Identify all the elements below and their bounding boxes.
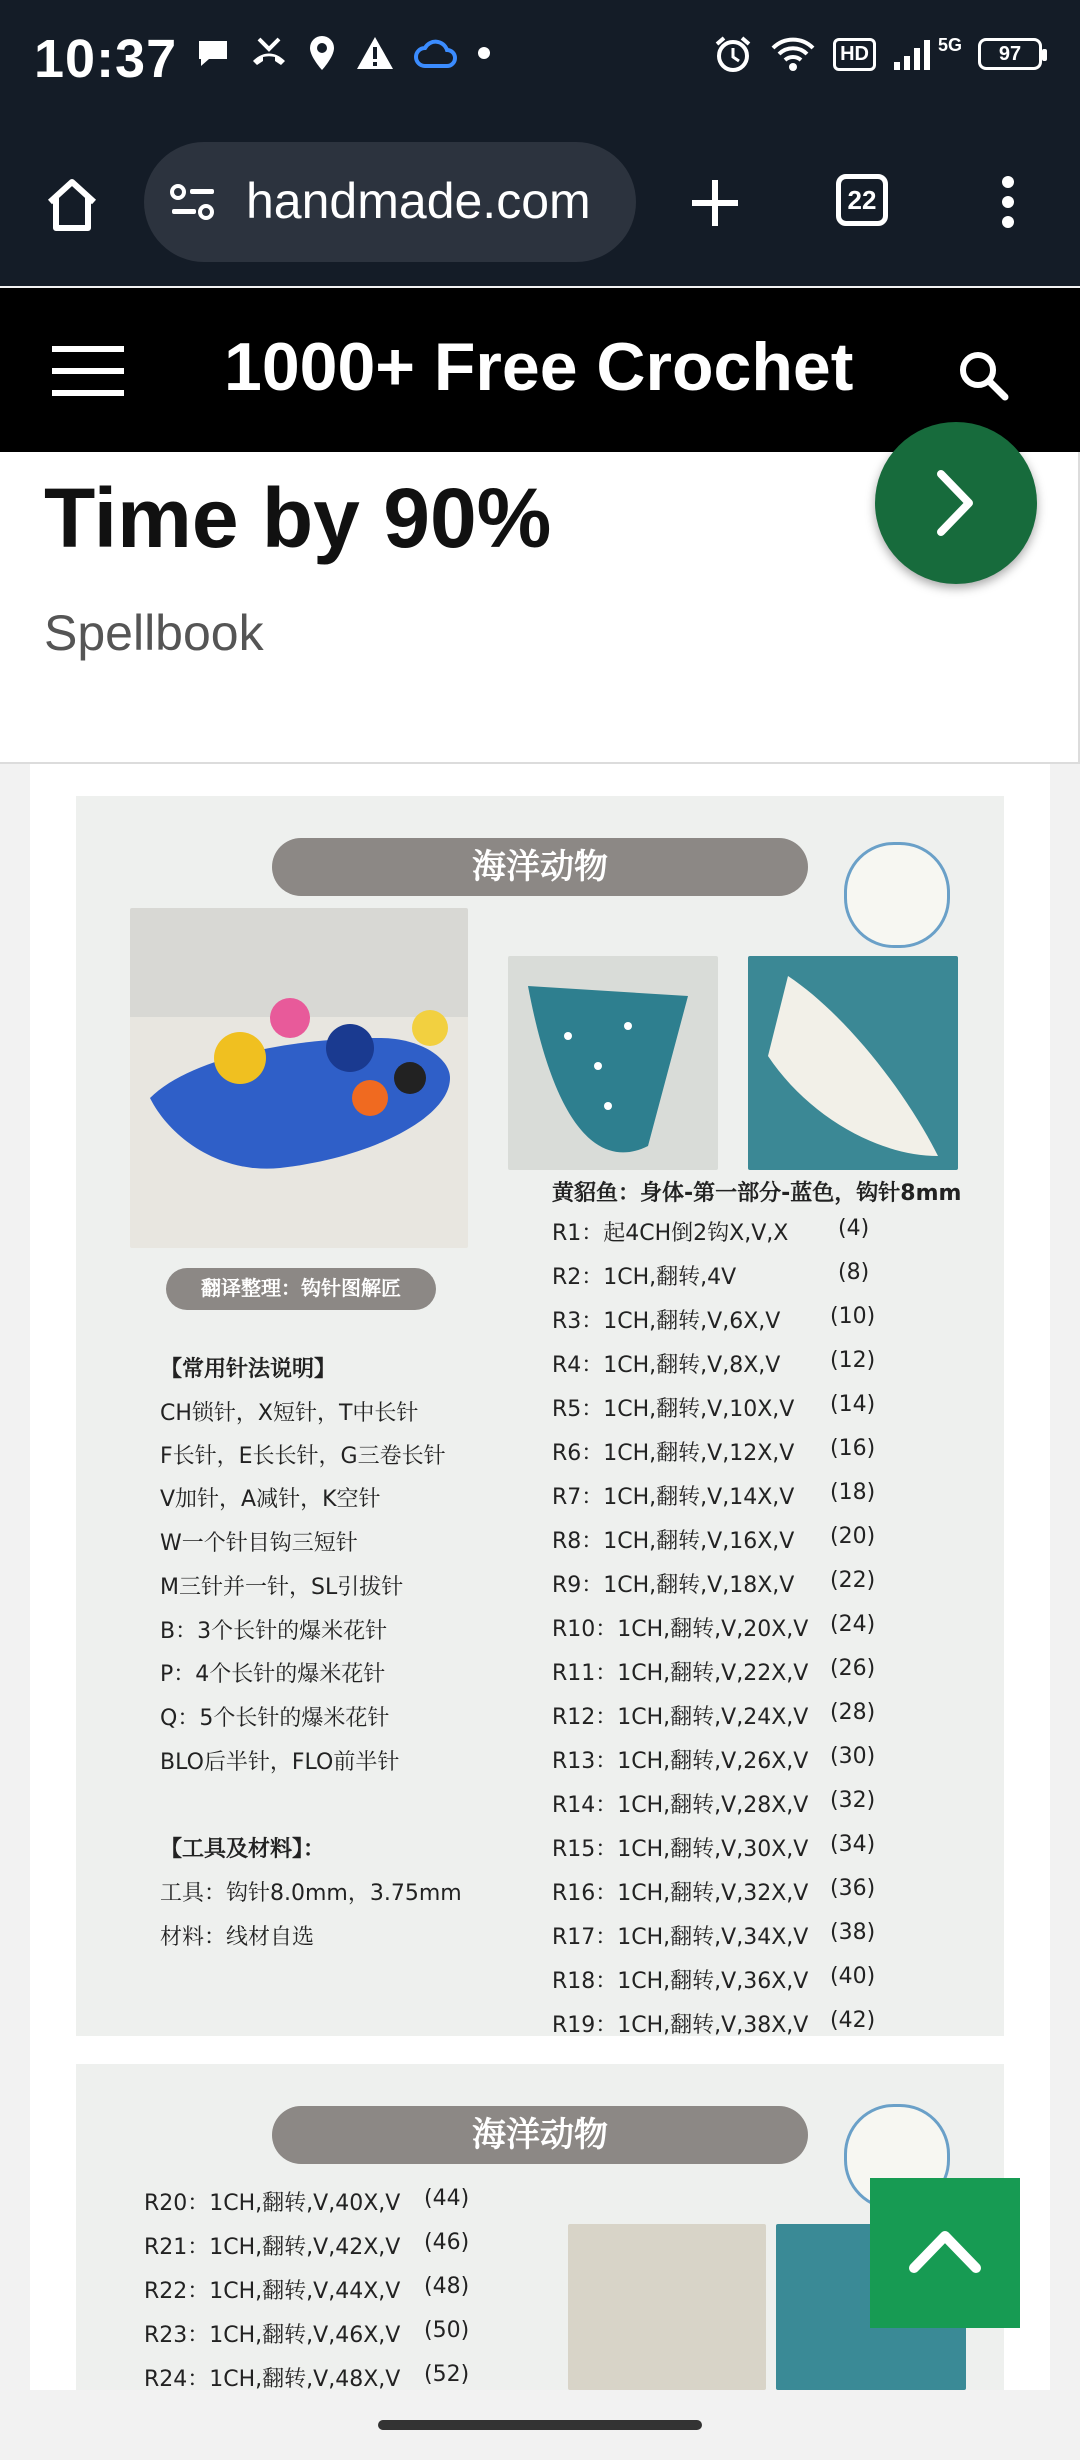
battery-level: 97 [998,43,1022,65]
home-gesture-bar[interactable] [378,2420,702,2430]
materials-text: 材料：线材自选 [160,1925,315,1950]
pattern-row: R11：1CH,翻转,V,22X,V [552,1661,809,1686]
status-time: 10:37 [34,29,178,89]
pattern-row: R12：1CH,翻转,V,24X,V [552,1705,809,1730]
notification-icons [195,34,491,72]
pattern-row: R14：1CH,翻转,V,28X,V [552,1793,809,1818]
missed-call-icon [249,35,289,71]
legend-item: F长针，E长长针，G三卷长针 [160,1444,446,1469]
url-text[interactable]: handmade.com [246,173,591,229]
site-settings-icon[interactable] [168,182,218,222]
legend-item: BLO后半针，FLO前半针 [160,1750,400,1775]
new-tab-icon[interactable] [688,176,742,230]
row-count: (12) [830,1348,876,1373]
ad-next-button[interactable] [875,422,1037,584]
watermark-logo [844,842,950,948]
row-count: (22) [830,1568,876,1593]
pattern-row: R4：1CH,翻转,V,8X,V [552,1353,781,1378]
stingray-progress-photo-1 [568,2224,766,2390]
row-count: (26) [830,1656,876,1681]
row-count: (14) [830,1392,876,1417]
cloud-icon [413,36,459,70]
ad-advertiser[interactable]: Spellbook [44,605,264,661]
pattern-image-2 [76,2064,1004,2390]
row-count: (52) [424,2362,470,2387]
pattern-row: R1：起4CH倒2钩X,V,X [552,1221,789,1246]
stingray-white-photo [748,956,958,1170]
credit-badge: 翻译整理：钩针图解匠 [166,1268,436,1310]
stingray-photo [130,908,468,1248]
row-count: (28) [830,1700,876,1725]
pattern-row: R20：1CH,翻转,V,40X,V [144,2191,401,2216]
row-count: (36) [830,1876,876,1901]
row-count: (4) [838,1216,870,1241]
pattern-row: R13：1CH,翻转,V,26X,V [552,1749,809,1774]
wifi-icon [769,34,817,74]
row-count: (44) [424,2186,470,2211]
pattern-row: R9：1CH,翻转,V,18X,V [552,1573,795,1598]
legend-item: W一个针目钩三短针 [160,1531,358,1556]
alarm-icon [713,34,753,74]
legend-item: CH锁针，X短针，T中长针 [160,1401,419,1426]
stingray-toy-illustration [130,908,468,1248]
blue-stingray-illustration [508,956,718,1170]
pattern-row: R8：1CH,翻转,V,16X,V [552,1529,795,1554]
legend-item: B：3个长针的爆米花针 [160,1619,388,1644]
tools-text: 工具：钩针8.0mm，3.75mm [160,1881,462,1906]
pattern-row: R16：1CH,翻转,V,32X,V [552,1881,809,1906]
row-count: (48) [424,2274,470,2299]
hd-badge: HD [833,38,876,71]
signal-icon [892,36,932,72]
pattern-row: R6：1CH,翻转,V,12X,V [552,1441,795,1466]
pattern-row: R3：1CH,翻转,V,6X,V [552,1309,781,1334]
status-bar [0,0,1080,120]
pattern-row: R23：1CH,翻转,V,46X,V [144,2323,401,2348]
row-count: (20) [830,1524,876,1549]
pattern-banner: 海洋动物 [272,838,808,896]
row-count: (38) [830,1920,876,1945]
legend-item: Q：5个长针的爆米花针 [160,1706,390,1731]
row-count: (32) [830,1788,876,1813]
battery-icon [978,38,1042,70]
pattern-row: R7：1CH,翻转,V,14X,V [552,1485,795,1510]
more-menu-icon[interactable] [998,174,1018,230]
tools-title: 【工具及材料】： [160,1837,326,1862]
pattern-row: R2：1CH,翻转,4V [552,1265,737,1290]
legend-title: 【常用针法说明】 [160,1357,337,1382]
hamburger-menu-icon[interactable] [52,344,124,398]
network-type: 5G [937,34,962,55]
pattern-row: R18：1CH,翻转,V,36X,V [552,1969,809,1994]
tab-count: 22 [847,185,877,215]
pattern-body-heading: 黄貂鱼：身体-第一部分-蓝色，钩针8mm [552,1181,962,1206]
search-icon[interactable] [956,348,1010,402]
pattern-row: R24：1CH,翻转,V,48X,V [144,2367,401,2390]
row-count: (30) [830,1744,876,1769]
white-stingray-illustration [748,956,958,1170]
stingray-blue-photo [508,956,718,1170]
row-count: (24) [830,1612,876,1637]
row-count: (50) [424,2318,470,2343]
pattern-row: R17：1CH,翻转,V,34X,V [552,1925,809,1950]
chat-bubble-icon [195,35,231,71]
legend-item: V加针，A减针，K空针 [160,1487,381,1512]
pattern-image-1 [76,796,1004,2036]
location-icon [307,34,337,72]
legend-item: M三针并一针，SL引拔针 [160,1575,404,1600]
row-count: (34) [830,1832,876,1857]
site-title[interactable]: 1000+ Free Crochet [224,329,854,405]
pattern-row: R22：1CH,翻转,V,44X,V [144,2279,401,2304]
row-count: (46) [424,2230,470,2255]
row-count: (16) [830,1436,876,1461]
row-count: (40) [830,1964,876,1989]
pattern-row: R5：1CH,翻转,V,10X,V [552,1397,795,1422]
ad-headline[interactable]: Time by 90% [44,471,552,565]
row-count: (18) [830,1480,876,1505]
pattern-row: R15：1CH,翻转,V,30X,V [552,1837,809,1862]
pattern-row: R19：1CH,翻转,V,38X,V [552,2013,809,2036]
pattern-banner: 海洋动物 [272,2106,808,2164]
tab-switcher-button[interactable] [836,174,888,226]
legend-item: P：4个长针的爆米花针 [160,1662,386,1687]
chevron-up-icon [908,2226,982,2276]
pattern-row: R10：1CH,翻转,V,20X,V [552,1617,809,1642]
scroll-to-top-button[interactable] [870,2178,1020,2328]
warning-icon [355,35,395,71]
pattern-row: R21：1CH,翻转,V,42X,V [144,2235,401,2260]
chevron-right-icon [931,468,981,538]
system-icons [713,34,1042,74]
home-icon[interactable] [42,176,102,232]
row-count: (8) [838,1260,870,1285]
more-notifications-dot-icon [477,46,491,60]
row-count: (10) [830,1304,876,1329]
row-count: (42) [830,2008,876,2033]
